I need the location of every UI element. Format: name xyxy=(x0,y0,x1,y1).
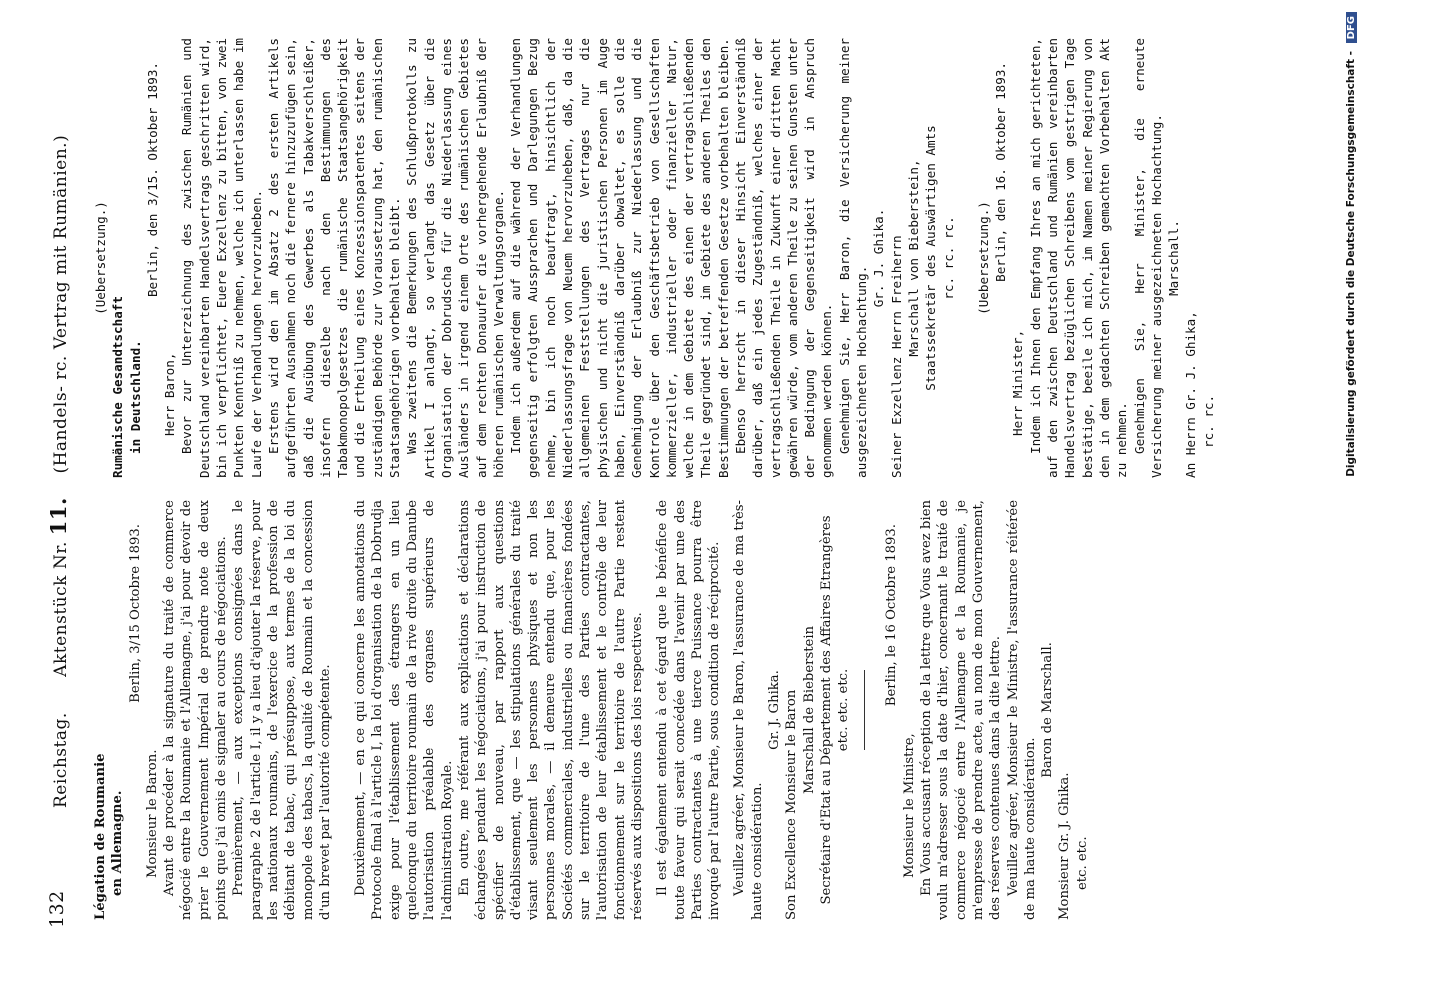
french-heading-2: en Allemagne. xyxy=(110,790,126,896)
digitization-footer xyxy=(1345,12,1365,992)
french-salutation-1: Monsieur le Baron. xyxy=(144,749,160,878)
french-addressee-2: Marschall de Bieberstein xyxy=(801,625,817,795)
german-column xyxy=(92,38,1217,478)
german-paragraph-1: Bevor zur Unterzeichnung des zwischen Rumänien und Deutschland vereinbarten Handelsvertrags geschritten wird, bin ich verpflichtet, Euere Exzellenz zu bitten, von zwei Punkten Kenntniß zu nehmen, welche ich unterlassen habe im Laufe der Verhandlungen hervorzuheben. xyxy=(179,38,264,478)
german-addressee-1: Seiner Exzellenz Herrn Freiherrn xyxy=(888,235,904,478)
german-addressee-6: rc. rc. xyxy=(1200,394,1216,448)
header-title-number: 11. xyxy=(46,497,71,536)
french-paragraph-5: Il est également entendu à cet égard que le bénéfice de toute faveur qui serait concédée dans l'avenir par une des Parties contractantes à une tierce Puissance pourra être invoqué par l'autre Partie, sous condition de réciprocité. xyxy=(655,500,723,920)
header-title-left: Reichstag. xyxy=(51,712,71,808)
french-paragraph-6: En Vous accusant réception de la lettre que Vous avez bien voulu m'adresser sous la date d'hier, concernant le traité de commerce négocié entre l'Allemagne et la Roumanie, je m'empresse de prendre acte, au nom de mon Gouvernement, des réserves contenues dans la dite lettre. xyxy=(919,500,1004,920)
french-date-1: Berlin, 3/15 Octobre 1893. xyxy=(127,524,143,703)
french-heading-1: Légation de Roumanie xyxy=(93,753,108,920)
french-addressee-3: Secrétaire d'Etat au Département des Affaires Etrangères xyxy=(818,515,834,905)
german-heading-1: Rumänische Gesandtschaft xyxy=(110,296,126,478)
french-paragraph-4: En outre, me référant aux explications et déclarations échangées pendant les négociations, j'ai pour instruction de spécifier de nouveau, par rapport aux questions d'établissement, que — les stipulations générales du traité visant seulement les personnes physiques et non les personnes morales, — il demeure entendu que, pour les Sociétés commerciales, industrielles ou financières fondées sur le territoire de l'une des Parties contractantes, l'autorisation de leur établissement et le contrôle de leur fonctionnement sur le territoire de l'autre Partie restent réservés aux dispositions des lois respectives. xyxy=(456,500,645,920)
german-translation-label-1: (Uebersetzung.) xyxy=(93,201,108,315)
dfg-logo: DFG xyxy=(1346,12,1357,43)
french-closing-1: Veuillez agréer, Monsieur le Baron, l'assurance de ma très-haute considération. xyxy=(732,500,765,920)
french-closing-2: Veuillez agréer, Monsieur le Ministre, l'assurance réitérée de ma haute considération. xyxy=(1005,500,1038,920)
header-title xyxy=(46,80,71,808)
german-addressee-4: rc. rc. rc. xyxy=(940,216,956,300)
german-addressee-5: An Herrn Gr. J. Ghika, xyxy=(1183,311,1199,478)
french-paragraph-2: Premièrement, — aux exceptions consignées dans le paragraphe 2 de l'article I, il y a lieu d'ajouter la réserve, pour les nationaux roumains, de l'exercice de la profession de débitant de tabac, qui présuppose, aux termes de la loi du monopole des tabacs, la qualité de Roumain et la concession d'un brevet par l'autorité compétente. xyxy=(231,500,333,920)
french-addressee-1: Son Excellence Monsieur le Baron xyxy=(784,689,800,920)
header-title-right: (Handels- rc. Vertrag mit Rumänien.) xyxy=(51,134,71,474)
header-title-mid: Aktenstück Nr. xyxy=(51,541,71,677)
german-date-2: Berlin, den 16. Oktober 1893. xyxy=(993,62,1009,282)
digitization-note: Digitalisierung gefördert durch die Deutsche Forschungsgemeinschaft - xyxy=(1345,51,1357,477)
german-addressee-3: Staatssekretär des Auswärtigen Amts xyxy=(923,125,939,391)
german-paragraph-3: Was zweitens die Bemerkungen des Schlußprotokolls zu Artikel I anlangt, so verlangt das Gesetz über die Organisation der Dobrudscha für die Niederlassung eines Ausländers in irgend einem Orte des rumänischen Gebietes auf dem rechten Donauufer die vorhergehende Erlaubniß der höheren rumänischen Verwaltungsorgane. xyxy=(404,38,506,478)
page-number: 132 xyxy=(46,890,68,928)
german-paragraph-2: Erstens wird den im Absatz 2 des ersten Artikels aufgeführten Ausnahmen noch die fernere hinzuzufügen sein, daß die Ausübung des Gewerbes als Tabakverschleißer, insofern dieselbe nach den Bestimmungen des Tabakmonopolgesetzes die rumänische Staatsangehörigkeit und die Ertheilung eines Konzessionspatentes seitens der zuständigen Behörde zur Voraussetzung hat, den rumänischen Staatsangehörigen vorbehalten bleibt. xyxy=(265,38,403,478)
french-salutation-2: Monsieur le Ministre, xyxy=(901,733,917,878)
running-header xyxy=(46,80,76,928)
french-addressee-6: etc. etc. xyxy=(1074,836,1090,890)
german-paragraph-6: Indem ich Ihnen den Empfang Ihres an mich gerichteten, auf den zwischen Deutschland und Rumänien vereinbarten Handelsvertrag bezüglichen Schreibens vom gestrigen Tage bestätige, beeile ich mich, im Namen meiner Regierung von den in dem gedachten Schreiben gemachten Vorbehalten Akt zu nehmen. xyxy=(1027,38,1130,478)
german-salutation-1: Herr Baron, xyxy=(162,352,178,436)
german-signature-2: Marschall. xyxy=(1166,220,1182,296)
german-paragraph-5: Ebenso herrscht in dieser Hinsicht Einverständniß darüber, daß ein jedes Zugeständniß, welches einer der vertragschließenden Theile in Zukunft einer dritten Macht gewähren würde, vom anderen Theile zu seinen Gunsten unter der Bedingung der Gegenseitigkeit wird in Anspruch genommen werden können. xyxy=(732,38,835,478)
french-paragraph-1: Avant de procéder à la signature du traité de commerce négocié entre la Roumanie et l'Allemagne, j'ai pour devoir de prier le Gouvernement Impérial de prendre note de deux points que j'ai omis de signaler au cours de négociations. xyxy=(162,500,230,920)
german-addressee-2: Marschall von Bieberstein, xyxy=(905,159,921,357)
french-date-2: Berlin, le 16 Octobre 1893. xyxy=(884,524,900,707)
french-addressee-5: Monsieur Gr. J. Ghika. xyxy=(1057,772,1073,920)
french-signature-2: Baron de Marschall. xyxy=(1040,642,1056,778)
german-closing-1: Genehmigen Sie, Herr Baron, die Versicherung meiner ausgezeichneten Hochachtung. xyxy=(836,38,870,478)
german-translation-label-2: (Uebersetzung.) xyxy=(975,201,991,315)
french-signature-1: Gr. J. Ghika. xyxy=(766,670,782,750)
german-date-1: Berlin, den 3/15. Oktober 1893. xyxy=(144,62,160,298)
german-heading-2: in Deutschland. xyxy=(127,340,143,454)
german-signature-1: Gr. J. Ghika. xyxy=(871,208,887,308)
german-paragraph-4: Indem ich außerdem auf die während der Verhandlungen gegenseitig erfolgten Aussprachen und Darlegungen Bezug nehme, bin ich noch beauftragt, hinsichtlich der Niederlassungsfrage von Neuem hervorzuheben, daß, da die allgemeinen Feststellungen des Vertrages nur die physischen und nicht die juristischen Personen im Auge haben, Einverständniß darüber obwaltet, es solle die Genehmigung der Erlaubniß zur Niederlassung und die Kontrole über den Geschäftsbetrieb von Gesellschaften kommerzieller, industrieller oder finanzieller Natur, welche in dem Gebiete des einen der vertragschließenden Theile gegründet sind, im Gebiete des anderen Theiles den Bestimmungen der betreffenden Gesetze vorbehalten bleiben. xyxy=(508,38,731,478)
french-column xyxy=(92,500,1091,920)
german-closing-2: Genehmigen Sie, Herr Minister, die erneute Versicherung meiner ausgezeichneten Hochachtung. xyxy=(1131,38,1164,478)
section-divider xyxy=(864,670,865,750)
french-paragraph-3: Deuxièmement, — en ce qui concerne les annotations du Protocole final à l'article I, la loi d'organisation de la Dobrudja exige pour l'établissement des étrangers en un lieu quelconque du territoire roumain de la rive droite du Danube l'autorisation préalable des organes supérieurs de l'administration Royale. xyxy=(353,500,455,920)
french-addressee-4: etc. etc. etc. xyxy=(836,668,852,752)
german-salutation-2: Herr Minister, xyxy=(1010,329,1026,436)
